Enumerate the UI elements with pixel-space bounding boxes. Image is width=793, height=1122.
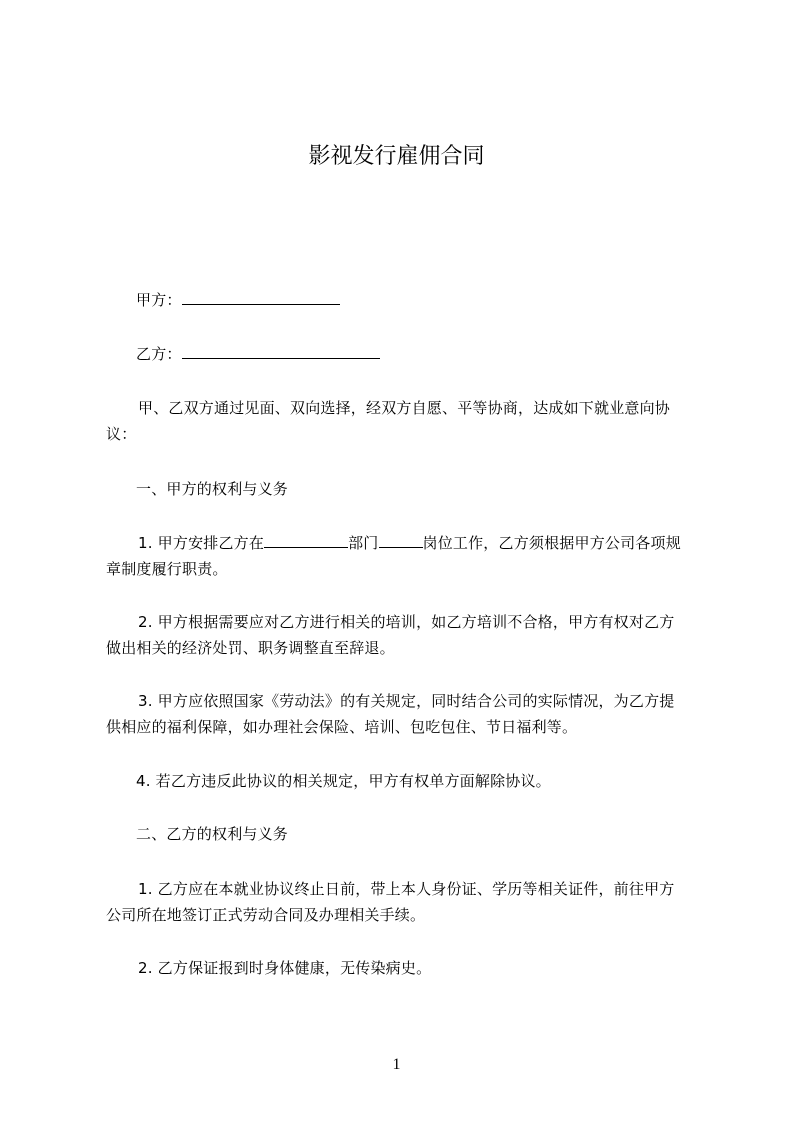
intro-line-2: 议： <box>106 425 137 443</box>
section-2-item-1-line-1: 1. 乙方应在本就业协议终止日前，带上本人身份证、学历等相关证件，前往甲方 <box>138 880 675 898</box>
item-1-part-1: 1. 甲方安排乙方在 <box>138 534 265 552</box>
document-title: 影视发行雇佣合同 <box>308 144 485 169</box>
section-2-item-1-line-2: 公司所在地签订正式劳动合同及办理相关手续。 <box>106 906 426 924</box>
section-1-item-3-line-2: 供相应的福利保障，如办理社会保险、培训、包吃包住、节日福利等。 <box>106 718 578 736</box>
section-1-item-1-line-1 <box>138 533 681 553</box>
section-1-item-3-line-1: 3. 甲方应依照国家《劳动法》的有关规定，同时结合公司的实际情况，为乙方提 <box>138 692 675 710</box>
party-b-blank <box>182 344 380 359</box>
page-number: 1 <box>392 1056 401 1073</box>
position-blank <box>379 533 423 548</box>
section-1-item-2-line-1: 2. 甲方根据需要应对乙方进行相关的培训，如乙方培训不合格，甲方有权对乙方 <box>138 613 675 631</box>
party-a-line <box>136 290 340 310</box>
section-1-item-4: 4. 若乙方违反此协议的相关规定，甲方有权单方面解除协议。 <box>136 772 551 790</box>
section-2-heading: 二、乙方的权利与义务 <box>136 825 289 843</box>
intro-line-1: 甲、乙双方通过见面、双向选择，经双方自愿、平等协商，达成如下就业意向协 <box>138 399 671 417</box>
section-1-item-1-line-2: 章制度履行职责。 <box>106 560 228 578</box>
party-b-line <box>136 344 380 364</box>
item-1-part-3: 岗位工作，乙方须根据甲方公司各项规 <box>422 534 681 552</box>
section-1-heading: 一、甲方的权利与义务 <box>136 480 289 498</box>
department-blank <box>264 533 348 548</box>
section-1-item-2-line-2: 做出相关的经济处罚、职务调整直至辞退。 <box>106 639 395 657</box>
party-a-blank <box>182 290 340 305</box>
party-b-label: 乙方： <box>136 345 182 363</box>
item-1-part-2: 部门 <box>348 534 379 552</box>
section-2-item-2: 2. 乙方保证报到时身体健康，无传染病史。 <box>138 959 432 977</box>
party-a-label: 甲方： <box>136 291 182 309</box>
